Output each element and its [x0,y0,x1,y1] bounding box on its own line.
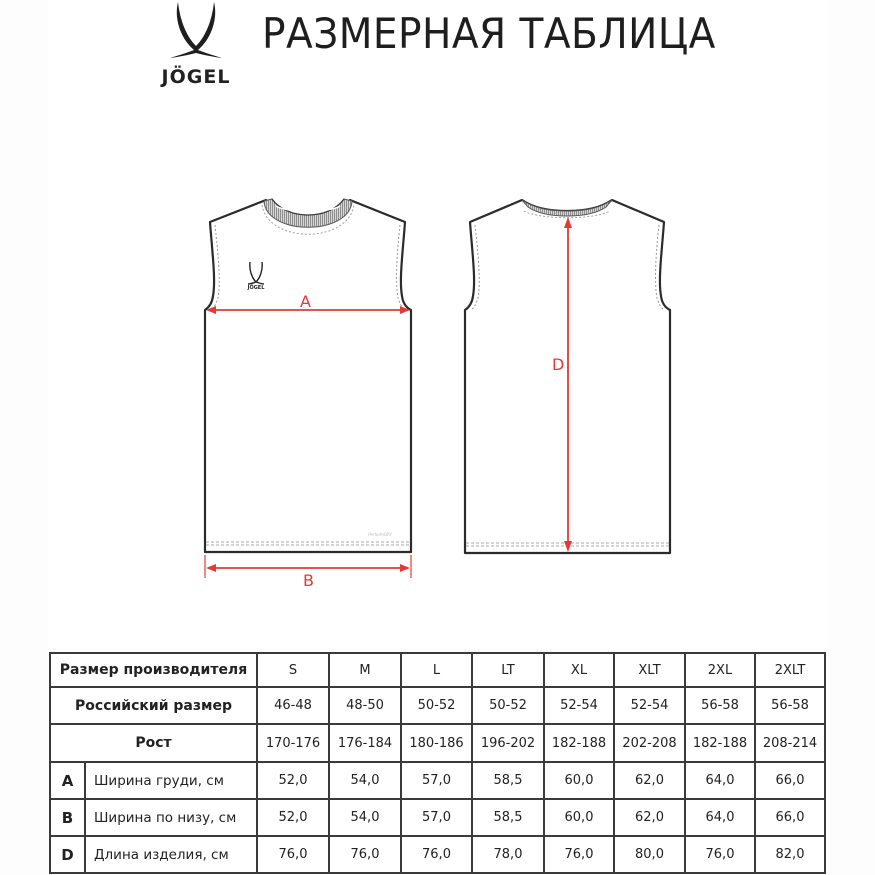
page-title: РАЗМЕРНАЯ ТАБЛИЦА [262,9,716,58]
height-label: Рост [50,724,257,762]
value-cell: 78,0 [472,836,544,873]
size-cell: M [329,653,401,687]
measure-label: Ширина по низу, см [85,799,257,836]
height-cell: 182-188 [544,724,614,762]
value-cell: 57,0 [401,762,472,799]
russian-size-cell: 50-52 [401,687,472,724]
value-cell: 57,0 [401,799,472,836]
height-cell: 202-208 [614,724,685,762]
size-cell: LT [472,653,544,687]
measure-label: Длина изделия, см [85,836,257,873]
value-cell: 62,0 [614,762,685,799]
size-cell: 2XLT [755,653,825,687]
height-cell: 180-186 [401,724,472,762]
value-cell: 66,0 [755,799,825,836]
manufacturer-size-label: Размер производителя [50,653,257,687]
russian-size-cell: 48-50 [329,687,401,724]
value-cell: 80,0 [614,836,685,873]
value-cell: 52,0 [257,762,329,799]
height-cell: 176-184 [329,724,401,762]
front-view [205,198,411,578]
height-cell: 208-214 [755,724,825,762]
chest-label-A: A [300,292,311,311]
value-cell: 76,0 [257,836,329,873]
russian-size-cell: 52-54 [614,687,685,724]
value-cell: 82,0 [755,836,825,873]
chest-width-row [50,762,825,799]
back-view [465,200,670,553]
value-cell: 60,0 [544,799,614,836]
russian-size-cell: 50-52 [472,687,544,724]
measure-label: Ширина груди, см [85,762,257,799]
value-cell: 64,0 [685,799,755,836]
value-cell: 62,0 [614,799,685,836]
value-cell: 58,5 [472,762,544,799]
bottom-width-row [50,799,825,836]
value-cell: 76,0 [401,836,472,873]
length-label-D: D [552,355,565,374]
measure-letter: D [50,836,85,873]
russian-size-label: Российский размер [50,687,257,724]
russian-size-cell: 56-58 [755,687,825,724]
value-cell: 76,0 [544,836,614,873]
height-row [50,724,825,762]
value-cell: 66,0 [755,762,825,799]
size-table [49,652,826,874]
manufacturer-size-row [50,653,825,687]
size-cell: L [401,653,472,687]
value-cell: 64,0 [685,762,755,799]
value-cell: 54,0 [329,762,401,799]
measure-letter: A [50,762,85,799]
length-row [50,836,825,873]
size-cell: XL [544,653,614,687]
bottom-label-B: B [303,571,314,590]
size-cell: XLT [614,653,685,687]
russian-size-cell: 46-48 [257,687,329,724]
size-cell: S [257,653,329,687]
value-cell: 54,0 [329,799,401,836]
height-cell: 170-176 [257,724,329,762]
russian-size-row [50,687,825,724]
brand-name: JÖGEL [161,66,231,88]
value-cell: 76,0 [329,836,401,873]
chest-logo-text: JÖGEL [247,285,265,291]
value-cell: 60,0 [544,762,614,799]
value-cell: 52,0 [257,799,329,836]
measure-letter: B [50,799,85,836]
russian-size-cell: 56-58 [685,687,755,724]
russian-size-cell: 52-54 [544,687,614,724]
height-cell: 196-202 [472,724,544,762]
size-cell: 2XL [685,653,755,687]
height-cell: 182-188 [685,724,755,762]
value-cell: 76,0 [685,836,755,873]
fabric-tag: PerformDRY [368,532,392,537]
value-cell: 58,5 [472,799,544,836]
